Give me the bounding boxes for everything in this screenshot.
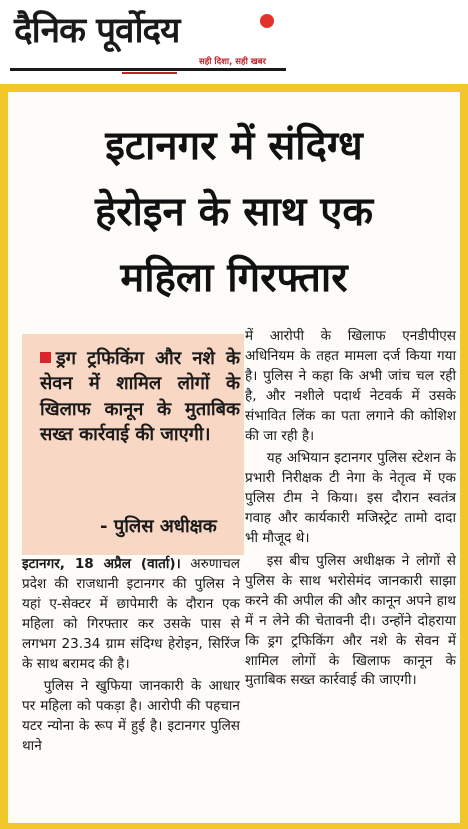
- headline-line-3: महिला गिरफ्तार: [120, 254, 348, 301]
- article-column-left: [22, 555, 240, 757]
- headline-line-2: हेरोइन के साथ एक: [94, 188, 374, 235]
- pull-quote-attribution: - पुलिस अधीक्षक: [100, 516, 217, 537]
- article-paragraph-2-left-tail: आरोपी की पहचान यटर न्योना के रूप में हुई है। इटानगर पुलिस थाने: [22, 698, 240, 755]
- article-paragraph-2-start: पुलिस ने खुफिया जानकारी के आधार पर महिला को पकड़ा है। आरोपी की पहचान यटर न्योना के रूप में हुई है। इटानगर पुलिस थाने: [22, 678, 240, 755]
- article-paragraph-1: अरुणाचल प्रदेश की राजधानी इटानगर की पुलिस ने यहां ए-सेक्टर में छापेमारी के दौरान एक महिला को गिरफ्तार कर उसके पास से लगभग 23.34 ग्राम संदिग्ध हेरोइन, सिरिंज के साथ बरामद की है।: [22, 556, 240, 672]
- article-paragraph-2-continued: में आरोपी के खिलाफ एनडीपीएस अधिनियम के तहत मामला दर्ज किया गया है। पुलिस ने कहा कि अभी जांच चल रही है, और नशीले पदार्थ नेटवर्क में उसके संभावित लिंक का पता लगाने की कोशिश की जा रही है।: [245, 328, 456, 444]
- pull-quote: [40, 346, 240, 447]
- article-frame: [0, 84, 468, 829]
- headline-line-1: इटानगर में संदिग्ध: [105, 122, 363, 169]
- pull-quote-box: [22, 334, 244, 555]
- square-bullet-icon: [40, 352, 51, 363]
- dateline-paragraph: [22, 555, 240, 674]
- newspaper-tagline: सही दिशा, सही खबर: [199, 57, 267, 67]
- masthead-rule: [10, 68, 286, 71]
- article-body: [8, 92, 460, 823]
- newspaper-logo: दैनिक पूर्वोदय: [14, 10, 180, 51]
- dateline: इटानगर, 18 अप्रैल (वार्ता)।: [22, 556, 181, 572]
- logo-dot-icon: [260, 14, 274, 28]
- masthead-subrule: [122, 72, 177, 74]
- pull-quote-text: ड्रग ट्रफिकिंग और नशे के सेवन में शामिल लोगों के खिलाफ कानून के मुताबिक सख्त कार्रवाई की जाएगी।: [40, 348, 240, 445]
- article-column-right: [245, 327, 456, 691]
- article-paragraph-4: इस बीच पुलिस अधीक्षक ने लोगों से पुलिस के साथ भरोसेमंद जानकारी साझा करने की अपील की और कानून अपने हाथ में न लेने की चेतावनी दी। उन्होंने दोहराया कि ड्रग ट्रफिकिंग और नशे के सेवन में शामिल लोगों के खिलाफ कानून के मुताबिक सख्त कार्रवाई की जाएगी।: [245, 552, 456, 689]
- article-paragraph-3: यह अभियान इटानगर पुलिस स्टेशन के प्रभारी निरीक्षक टी नेगा के नेतृत्व में एक पुलिस टीम ने किया। इस दौरान स्वतंत्र गवाह और कार्यकारी मजिस्ट्रेट तामो दादा भी मौजूद थे।: [245, 450, 456, 547]
- masthead: [0, 0, 468, 84]
